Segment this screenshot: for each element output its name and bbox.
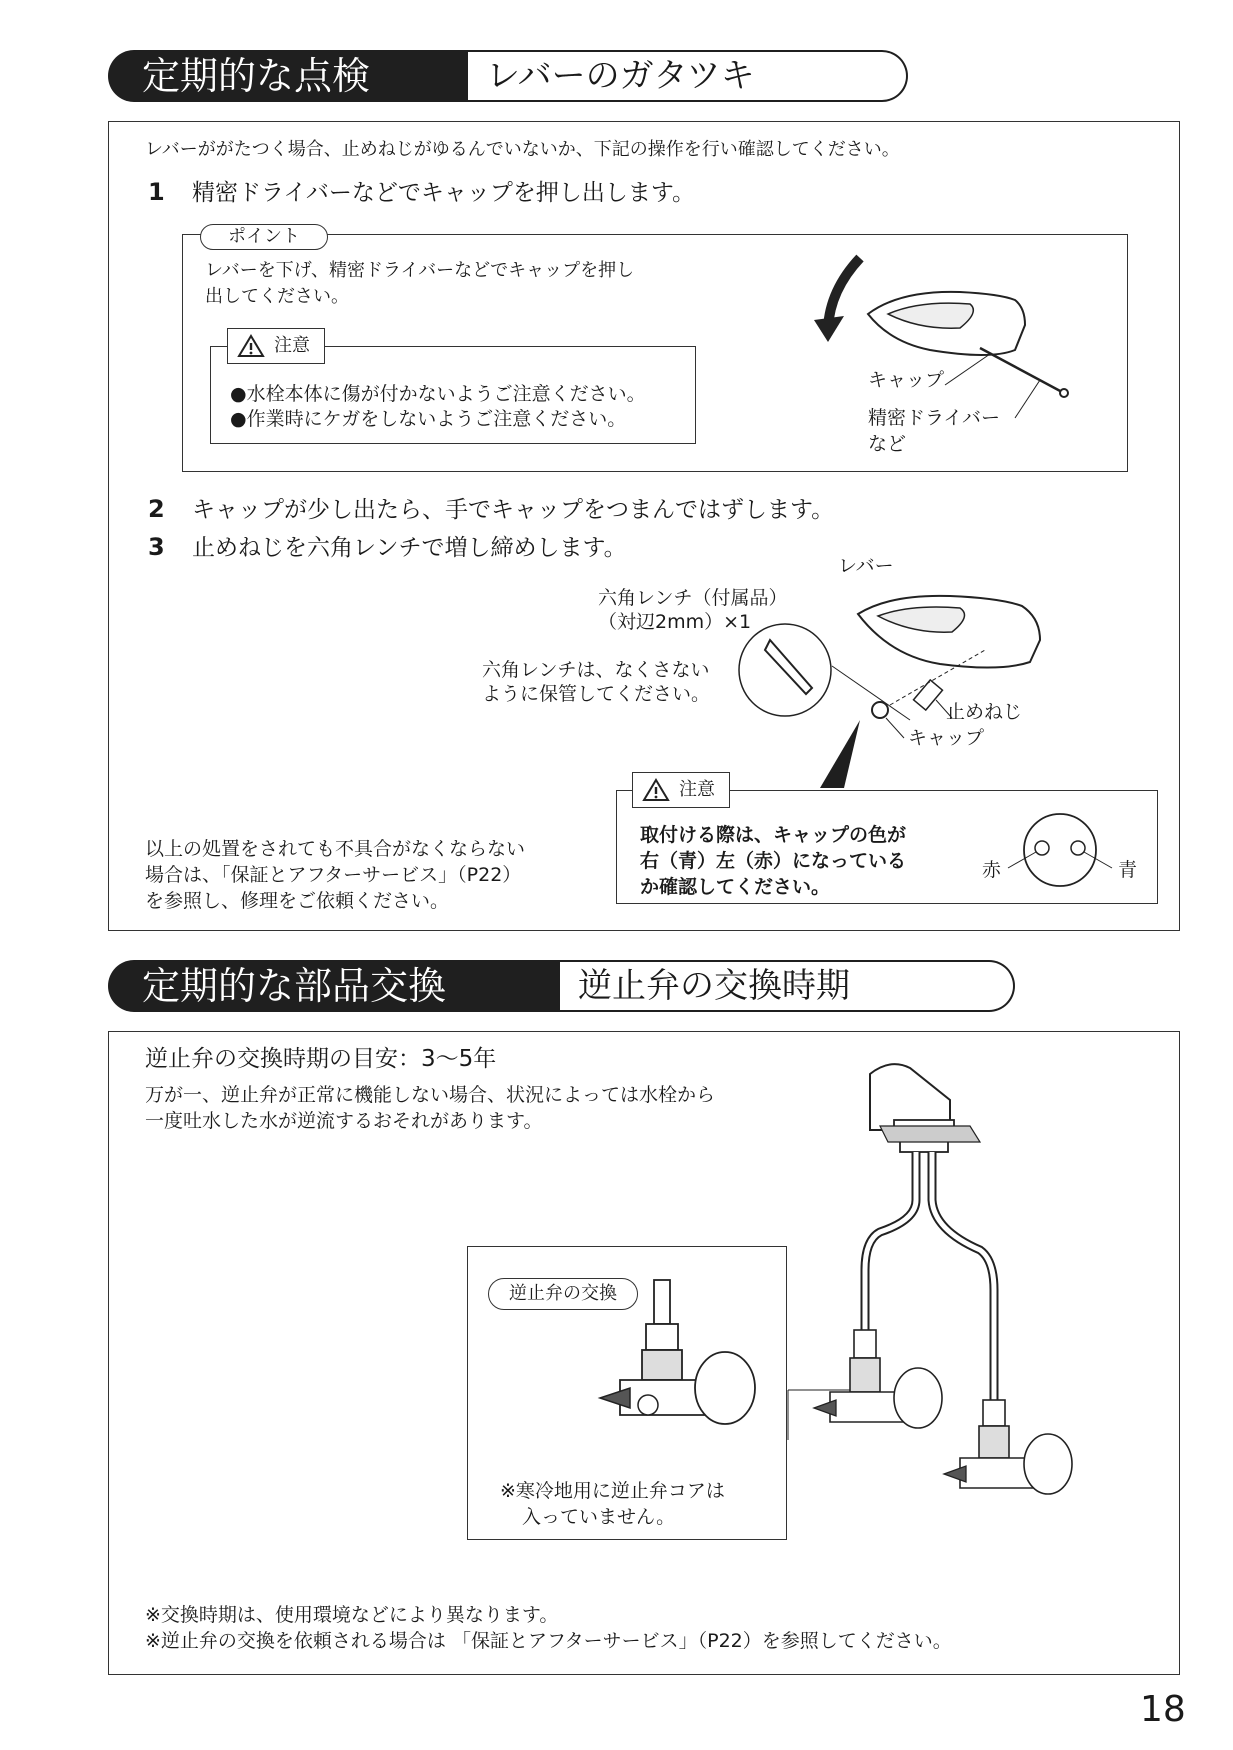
caution2-line3: か確認してください。 xyxy=(640,876,831,898)
inset-note2: 入っていません。 xyxy=(522,1506,676,1528)
step2-number: 2 xyxy=(148,495,165,523)
step1-text: 精密ドライバーなどでキャップを押し出します。 xyxy=(192,180,696,206)
color-blue-label: 青 xyxy=(1118,859,1138,881)
inset-note1: ※寒冷地用に逆止弁コアは xyxy=(500,1480,725,1502)
caution2-line2: 右（青）左（赤）になっている xyxy=(640,850,907,872)
fig1-driver-label1: 精密ドライバー xyxy=(868,407,1001,429)
section2-title: 定期的な部品交換 xyxy=(108,960,560,1012)
caution1-label: 注意 xyxy=(274,335,310,356)
caution1-tab xyxy=(227,328,325,364)
color-red-label: 赤 xyxy=(982,859,1002,881)
lever-wrench-illustration xyxy=(740,570,1100,800)
step3-number: 3 xyxy=(148,533,165,561)
caution1-line2: ●作業時にケガをしないようご注意ください。 xyxy=(230,408,627,430)
note-line3: を参照し、修理をご依頼ください。 xyxy=(145,890,450,912)
point-label: ポイント xyxy=(200,224,328,250)
faucet-pipes-illustration xyxy=(810,1060,1110,1550)
section2-foot1: ※交換時期は、使用環境などにより異なります。 xyxy=(145,1604,559,1626)
section1-subtitle: レバーのガタツキ xyxy=(468,50,908,102)
warning-icon xyxy=(643,778,669,802)
note-line1: 以上の処置をされても不具合がなくならない xyxy=(145,838,526,860)
caution2-tab xyxy=(632,772,730,808)
section1-intro: レバーががたつく場合、止めねじがゆるんでいないか、下記の操作を行い確認してください。 xyxy=(145,139,900,160)
fig2-keep-label2: ように保管してください。 xyxy=(482,683,711,705)
page-number: 18 xyxy=(1140,1689,1186,1730)
fig2-wrench-label1: 六角レンチ（付属品） xyxy=(598,587,788,609)
section2-desc1: 万が一、逆止弁が正常に機能しない場合、状況によっては水栓から xyxy=(145,1084,716,1106)
point-line2: 出してください。 xyxy=(205,286,349,307)
point-line1: レバーを下げ、精密ドライバーなどでキャップを押し xyxy=(205,260,635,281)
caution2-line1: 取付ける際は、キャップの色が xyxy=(640,824,907,846)
caution2-label: 注意 xyxy=(679,779,715,800)
fig2-keep-label1: 六角レンチは、なくさない xyxy=(482,659,710,681)
section1-title: 定期的な点検 xyxy=(108,50,468,102)
step3 xyxy=(148,532,627,563)
fig2-cap-label: キャップ xyxy=(908,727,985,749)
note-line2: 場合は、「保証とアフターサービス」（P22） xyxy=(145,864,522,886)
fig1-cap-label: キャップ xyxy=(868,369,945,391)
warning-icon xyxy=(238,334,264,358)
step1-number: 1 xyxy=(148,178,165,206)
fig1-driver-label2: など xyxy=(868,433,907,455)
step2-text: キャップが少し出たら、手でキャップをつまんではずします。 xyxy=(192,497,835,523)
section2-foot2: ※逆止弁の交換を依頼される場合は 「保証とアフターサービス」（P22）を参照してください。 xyxy=(145,1630,952,1652)
step1 xyxy=(148,177,695,208)
check-valve-illustration xyxy=(590,1280,790,1450)
fig2-lever-label: レバー xyxy=(838,555,894,577)
section2-subtitle: 逆止弁の交換時期 xyxy=(560,960,1015,1012)
caution1-line1: ●水栓本体に傷が付かないようご注意ください。 xyxy=(230,383,646,405)
step3-text: 止めねじを六角レンチで増し締めします。 xyxy=(192,535,627,561)
section2-desc2: 一度吐水した水が逆流するおそれがあります。 xyxy=(145,1110,543,1132)
inset-label: 逆止弁の交換 xyxy=(488,1278,638,1310)
fig2-screw-label: 止めねじ xyxy=(946,701,1023,723)
fig2-wrench-label2: （対辺2mm）×1 xyxy=(598,611,752,633)
step2 xyxy=(148,494,834,525)
section2-guide: 逆止弁の交換時期の目安：3〜5年 xyxy=(145,1046,497,1072)
cap-color-diagram xyxy=(990,812,1130,892)
